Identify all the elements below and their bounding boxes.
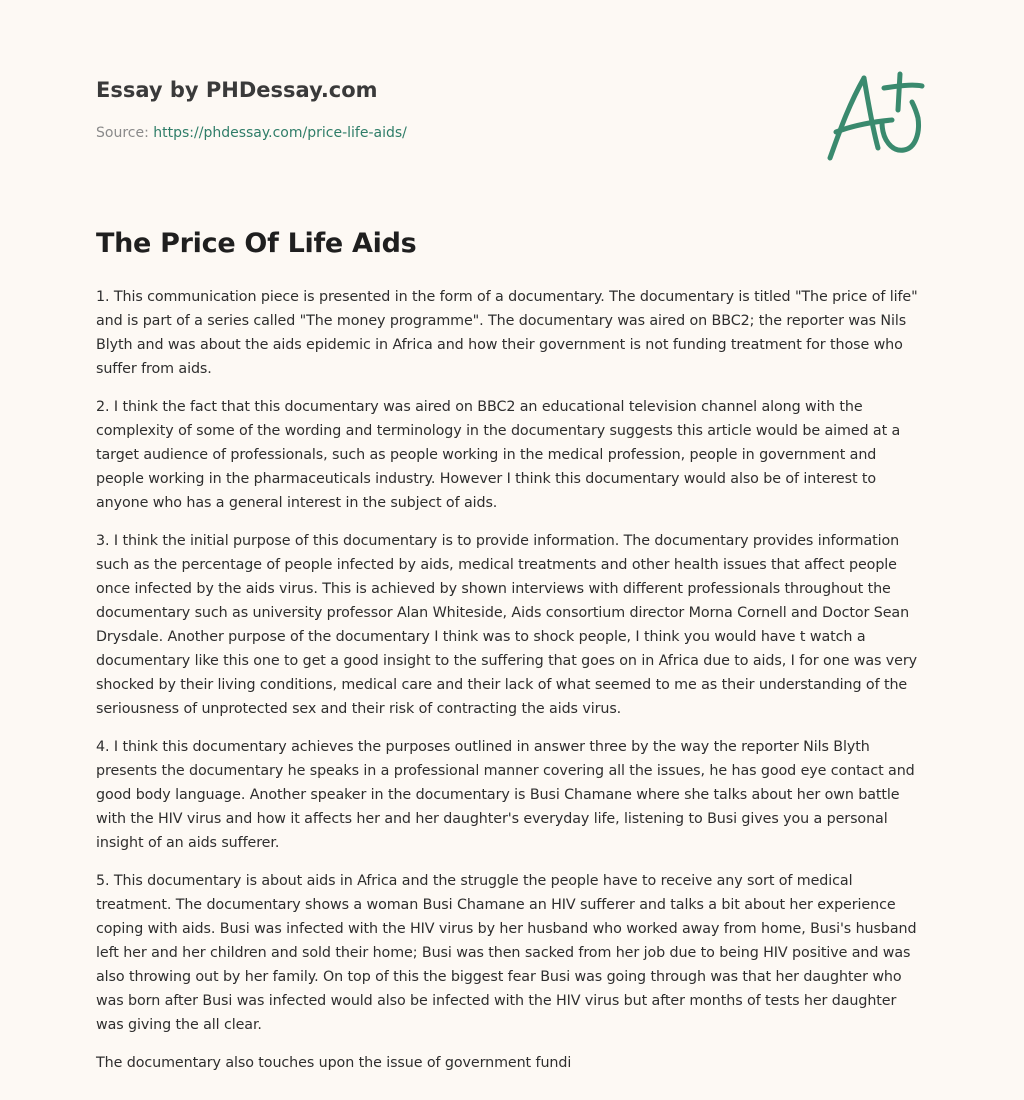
essay-paragraph: 2. I think the fact that this documentary was aired on BBC2 an educational television channel along with the complexity of some of the wording and terminology in the documentary suggests this article would be aimed at a target audience of professionals, such as people working in the medical profession, people in government and people working in the pharmaceuticals industry. However I think this documentary would also be of interest to anyone who has a general interest in the subject of aids. [96,399,901,511]
essay-paragraph: The documentary also touches upon the issue of government fundi [96,1055,572,1071]
essay-paragraph: 1. This communication piece is presented in the form of a documentary. The documentary is titled "The price of life" and is part of a series called "The money programme". The documentary was aired on BBC2; the reporter was Nils Blyth and was about the aids epidemic in Africa and how their government is not funding treatment for those who suffer from aids. [96,289,918,377]
site-title: Essay by PHDessay.com [96,78,378,102]
source-link[interactable]: https://phdessay.com/price-life-aids/ [153,125,407,141]
essay-paragraph: 3. I think the initial purpose of this documentary is to provide information. The documentary provides information such as the percentage of people infected by aids, medical treatments and other health issues that affect people once infected by the aids virus. This is achieved by shown interviews with different professionals throughout the documentary such as university professor Alan Whiteside, Aids consortium director Morna Cornell and Doctor Sean Drysdale. Another purpose of the documentary I think was to shock people, I think you would have t watch a documentary like this one to get a good insight to the suffering that goes on in Africa due to aids, I for one was very shocked by their living conditions, medical care and their lack of what seemed to me as their understanding of the seriousness of unprotected sex and their risk of contracting the aids virus. [96,533,917,717]
essay-header [96,76,796,142]
essay-paragraph: 4. I think this documentary achieves the purposes outlined in answer three by the way the reporter Nils Blyth presents the documentary he speaks in a professional manner covering all the issues, he has good eye contact and good body language. Another speaker in the documentary is Busi Chamane where she talks about her own battle with the HIV virus and how it affects her and her daughter's everyday life, listening to Busi gives you a personal insight of an aids sufferer. [96,739,915,851]
essay-body [96,285,928,1089]
source-line [96,124,796,142]
essay-title: The Price Of Life Aids [96,228,417,259]
a-plus-logo-icon [820,66,930,166]
essay-paragraph: 5. This documentary is about aids in Africa and the struggle the people have to receive any sort of medical treatment. The documentary shows a woman Busi Chamane an HIV sufferer and talks a bit about her experience coping with aids. Busi was infected with the HIV virus by her husband who worked away from home, Busi's husband left her and her children and sold their home; Busi was then sacked from her job due to being HIV positive and was also throwing out by her family. On top of this the biggest fear Busi was going through was that her daughter who was born after Busi was infected would also be infected with the HIV virus but after months of tests her daughter was giving the all clear. [96,873,917,1033]
source-label: Source: [96,125,154,141]
